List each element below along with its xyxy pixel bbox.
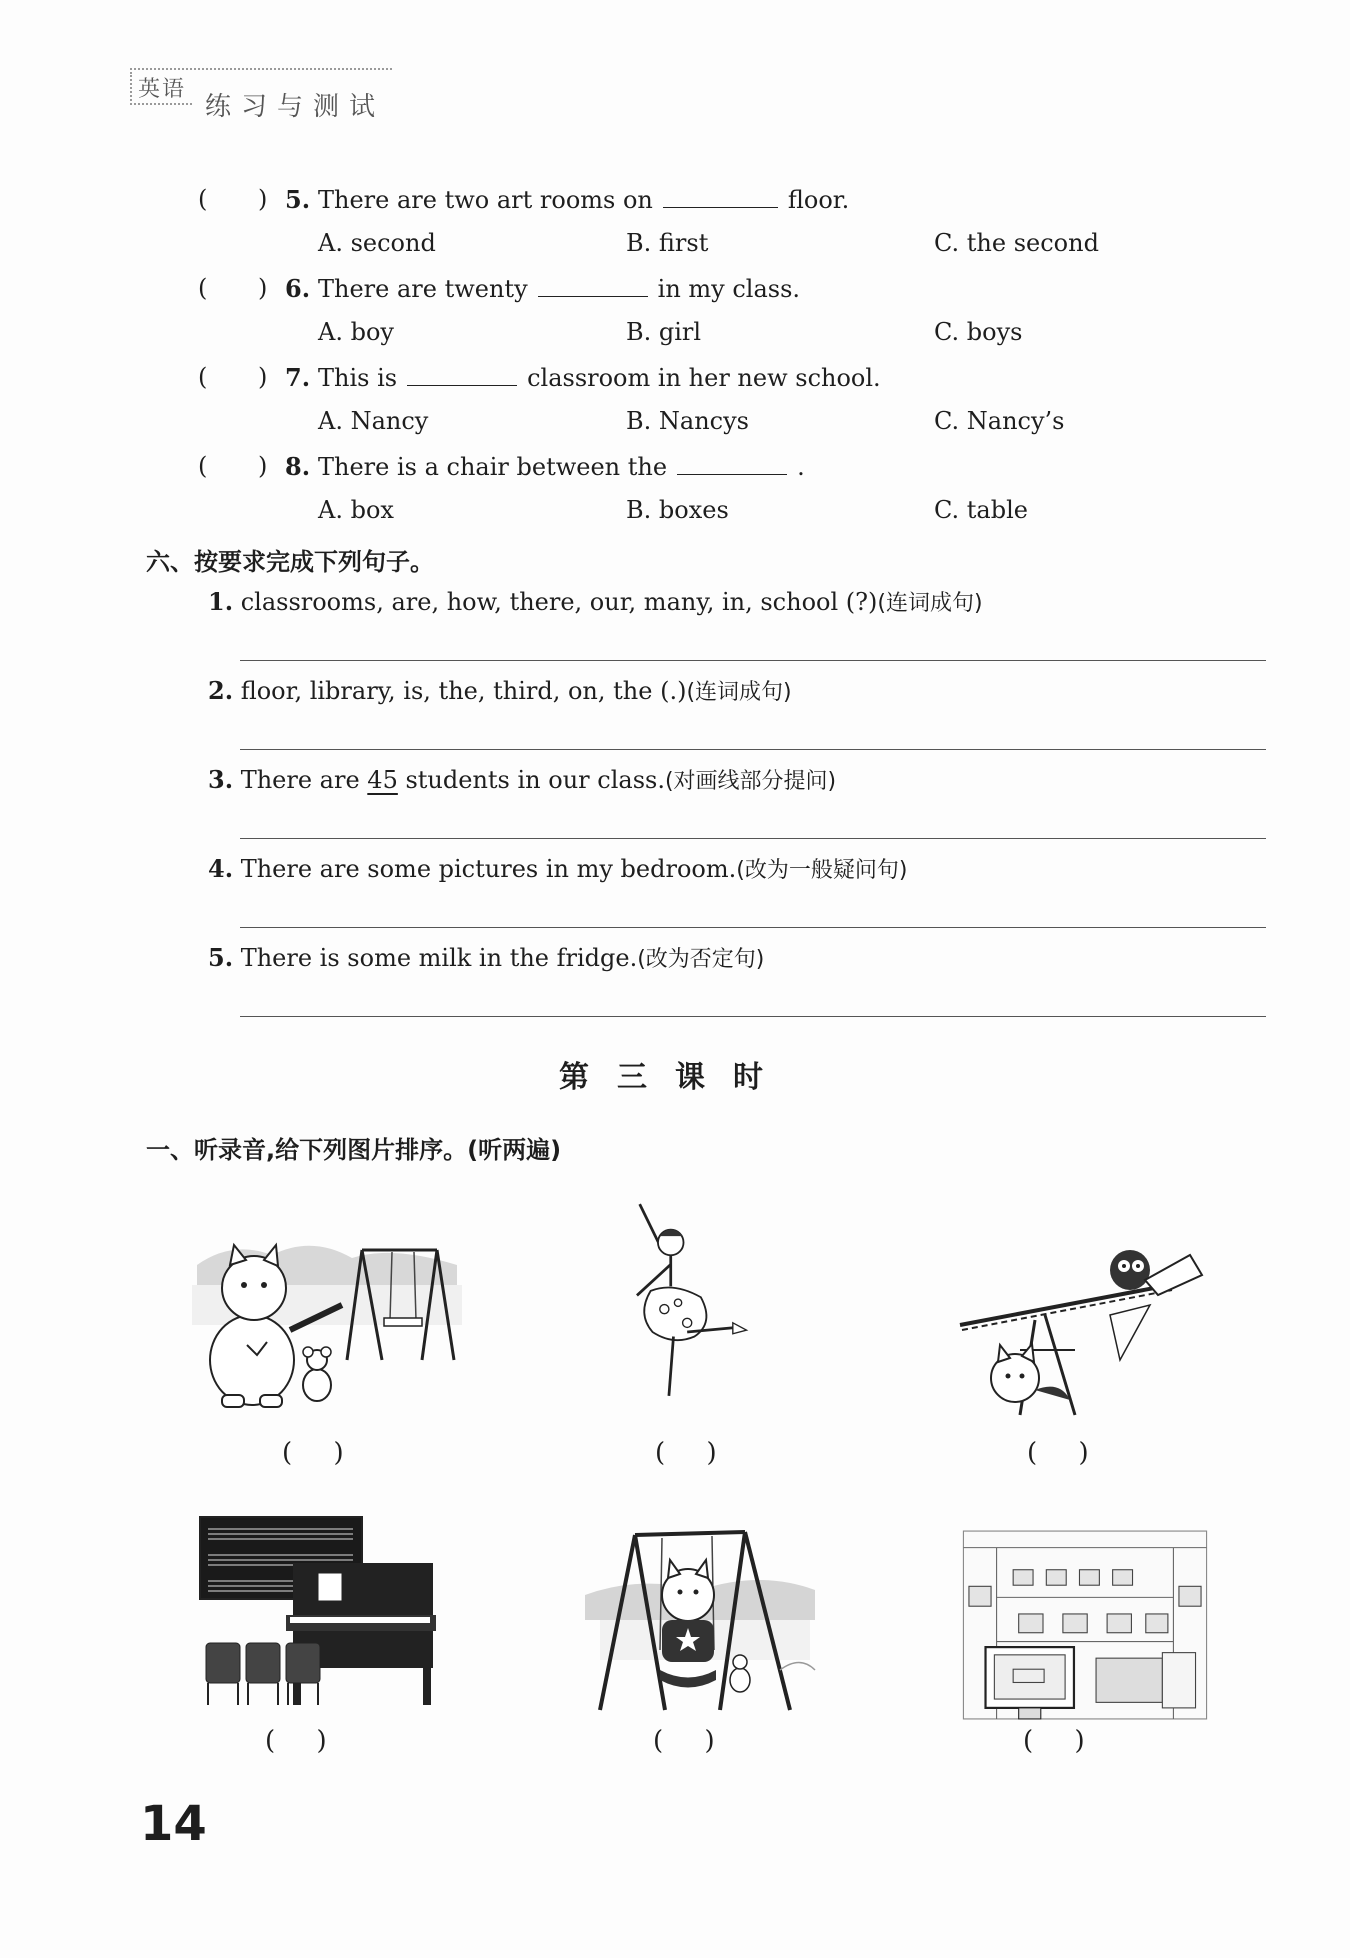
item-text: There are some pictures in my bedroom. [240,855,737,883]
header-subject: 英语 [130,72,192,105]
question-text-after: . [797,453,805,481]
question-number: 8. [285,452,311,481]
question-number: 6. [285,274,311,303]
answer-paren-close: ) [258,274,268,302]
computer-room-icon [950,1520,1220,1730]
option-a: A. second [318,229,436,257]
question-text-after: classroom in her new school. [527,364,881,392]
question-text-after: in my class. [657,275,801,303]
answer-paren-close: ) [258,185,268,213]
answer-line-5[interactable] [240,1016,1266,1017]
question-number: 7. [285,363,311,392]
header-rule [130,68,392,70]
question-text-before: There are twenty [318,275,528,303]
item-text: floor, library, is, the, third, on, the (.) [240,677,687,705]
answer-paren-open: ( [198,452,208,480]
item-number: 5. [208,943,234,972]
option-a: A. boy [318,318,394,346]
fill-blank[interactable] [677,452,787,475]
fill-blank[interactable] [407,363,517,386]
rewrite-item-2 [208,675,792,706]
answer-paren-open: ( [198,274,208,302]
mc-question-5 [0,185,1350,273]
question-text-after: floor. [787,186,850,214]
item-text-after: students in our class. [397,766,665,794]
answer-paren-close: ) [258,452,268,480]
item-number: 4. [208,854,234,883]
option-b: B. girl [626,318,702,346]
option-b: B. boxes [626,496,729,524]
option-c: C. the second [934,229,1099,257]
answer-paren-open: ( [198,185,208,213]
answer-line-1[interactable] [240,660,1266,661]
cat-and-mouse-at-swing-icon [192,1210,462,1420]
answer-paren-picture-3[interactable]: ( ) [1027,1438,1089,1468]
option-c: C. table [934,496,1028,524]
item-instruction: (连词成句) [686,680,792,705]
option-b: B. Nancys [626,407,749,435]
item-text: classrooms, are, how, there, our, many, in, school (?) [240,588,878,616]
option-b: B. first [626,229,709,257]
fill-blank[interactable] [538,274,648,297]
mc-question-6 [0,274,1350,362]
rewrite-item-3 [208,764,836,795]
option-c: C. Nancy’s [934,407,1065,435]
option-a: A. Nancy [318,407,429,435]
question-text-before: This is [318,364,398,392]
answer-paren-picture-6[interactable]: ( ) [1023,1726,1085,1756]
rewrite-item-4 [208,853,907,884]
answer-paren-close: ) [258,363,268,391]
underlined-number: 45 [367,766,398,794]
option-c: C. boys [934,318,1023,346]
item-text-before: There are [240,766,368,794]
rewrite-item-1 [208,586,983,617]
header-title: 练习与测试 [205,92,386,122]
question-text-before: There is a chair between the [318,453,668,481]
answer-paren-picture-4[interactable]: ( ) [265,1726,327,1756]
section-6-heading: 六、按要求完成下列句子。 [146,548,434,576]
option-a: A. box [318,496,394,524]
cat-on-swing-icon [580,1515,850,1725]
page-number: 14 [140,1796,207,1852]
item-number: 1. [208,587,234,616]
item-number: 2. [208,676,234,705]
section-1-heading: 一、听录音,给下列图片排序。(听两遍) [146,1136,562,1164]
ballet-dancer-icon [575,1195,845,1405]
item-instruction: (连词成句) [877,591,983,616]
item-instruction: (改为一般疑问句) [736,858,908,883]
answer-line-2[interactable] [240,749,1266,750]
answer-line-4[interactable] [240,927,1266,928]
item-text: There is some milk in the fridge. [240,944,638,972]
answer-paren-open: ( [198,363,208,391]
item-instruction: (改为否定句) [637,947,765,972]
answer-line-3[interactable] [240,838,1266,839]
lesson-title: 第三课时 [559,1060,791,1095]
mc-question-7 [0,363,1350,451]
mc-question-8 [0,452,1350,540]
cat-and-mouse-on-seesaw-icon [940,1225,1210,1435]
fill-blank[interactable] [663,185,778,208]
question-text-before: There are two art rooms on [318,186,653,214]
question-number: 5. [285,185,311,214]
answer-paren-picture-2[interactable]: ( ) [655,1438,717,1468]
music-room-piano-icon [198,1510,468,1720]
answer-paren-picture-1[interactable]: ( ) [282,1438,344,1468]
answer-paren-picture-5[interactable]: ( ) [653,1726,715,1756]
item-number: 3. [208,765,234,794]
item-instruction: (对画线部分提问) [664,769,837,794]
rewrite-item-5 [208,942,764,973]
